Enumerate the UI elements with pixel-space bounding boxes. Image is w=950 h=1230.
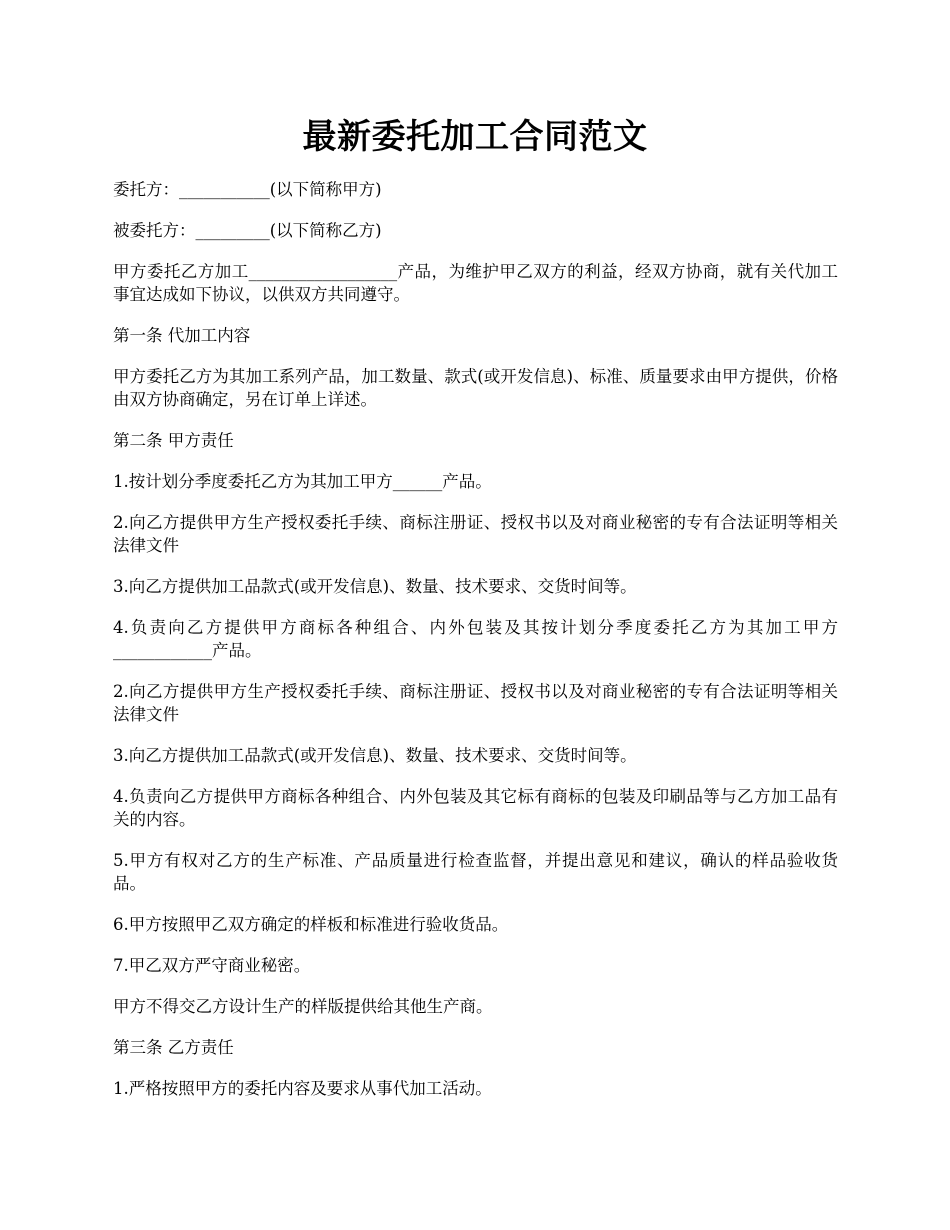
paragraph-entrusting-party: 委托方：___________(以下简称甲方) [113, 180, 382, 199]
list-item: 3.向乙方提供加工品款式(或开发信息)、数量、技术要求、交货时间等。 [113, 577, 637, 596]
list-item: 5.甲方有权对乙方的生产标准、产品质量进行检查监督，并提出意见和建议，确认的样品验收货品。 [113, 851, 838, 893]
paragraph-sample-restriction: 甲方不得交乙方设计生产的样版提供给其他生产商。 [113, 997, 493, 1016]
article-1-heading: 第一条 代加工内容 [113, 326, 251, 345]
article-3-heading: 第三条 乙方责任 [113, 1038, 234, 1057]
list-item: 7.甲乙双方严守商业秘密。 [113, 956, 311, 975]
article-2-heading: 第二条 甲方责任 [113, 431, 234, 450]
list-item: 4.负责向乙方提供甲方商标各种组合、内外包装及其按计划分季度委托乙方为其加工甲方____________产品。 [113, 618, 838, 660]
list-item: 1.按计划分季度委托乙方为其加工甲方______产品。 [113, 472, 492, 491]
list-item: 6.甲方按照甲乙双方确定的样板和标准进行验收货品。 [113, 915, 509, 934]
paragraph-preamble: 甲方委托乙方加工__________________产品，为维护甲乙双方的利益，经双方协商，就有关代加工事宜达成如下协议，以供双方共同遵守。 [113, 262, 838, 304]
list-item: 4.负责向乙方提供甲方商标各种组合、内外包装及其它标有商标的包装及印刷品等与乙方加工品有关的内容。 [113, 787, 838, 829]
paragraph-entrusted-party: 被委托方：_________(以下简称乙方) [113, 221, 382, 240]
article-1-content: 甲方委托乙方为其加工系列产品，加工数量、款式(或开发信息)、标准、质量要求由甲方提供，价格由双方协商确定，另在订单上详述。 [113, 367, 838, 409]
document-body [113, 178, 838, 1118]
list-item: 2.向乙方提供甲方生产授权委托手续、商标注册证、授权书以及对商业秘密的专有合法证明等相关法律文件 [113, 682, 838, 724]
document-title: 最新委托加工合同范文 [302, 117, 648, 157]
list-item: 3.向乙方提供加工品款式(或开发信息)、数量、技术要求、交货时间等。 [113, 746, 637, 765]
list-item: 2.向乙方提供甲方生产授权委托手续、商标注册证、授权书以及对商业秘密的专有合法证明等相关法律文件 [113, 513, 838, 555]
list-item: 1.严格按照甲方的委托内容及要求从事代加工活动。 [113, 1079, 492, 1098]
